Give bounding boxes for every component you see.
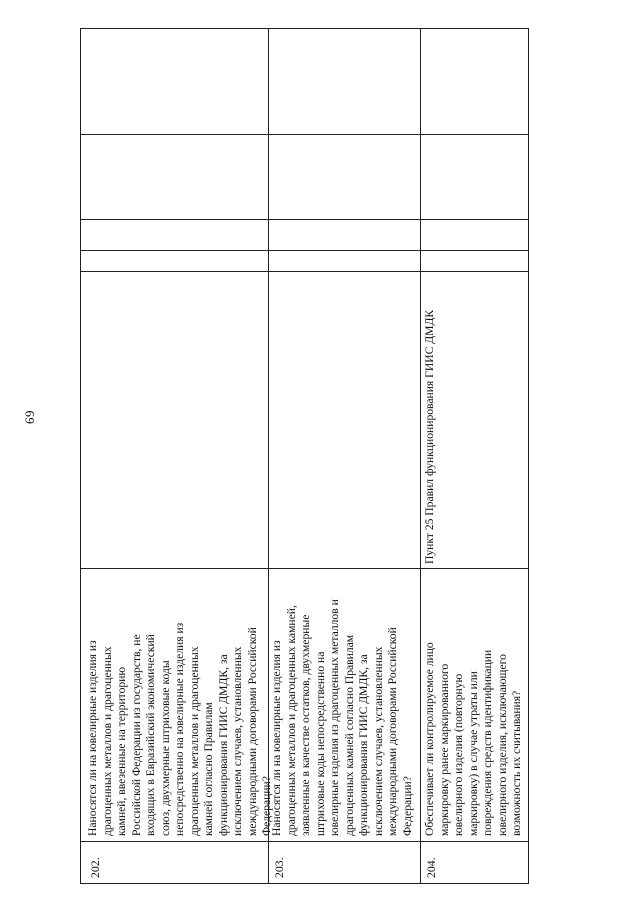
checklist-table xyxy=(80,28,529,884)
column-divider-reference xyxy=(80,271,529,272)
question-text: Наносятся ли на ювелирные изделия из драгоценных металлов и драгоценных камней, ввезенные на территорию Российской Федерации из государств, не входящих в Евразийский экономический союз, двухмерные штриховые коды непосредственно на ювелирные изделия из драгоценных металлов и драгоценных камней согласно Правилам функционирования ГИИС ДМДК, за исключением случаев, установленных международными договорами Российской Федерации? xyxy=(86,622,273,836)
table-border-top xyxy=(80,28,529,29)
column-divider-small-1 xyxy=(80,250,529,251)
column-divider-small-2 xyxy=(80,219,529,220)
table-border-left xyxy=(80,28,81,884)
column-divider-question xyxy=(80,568,529,569)
row-number: 204. xyxy=(424,857,438,878)
table-border-right xyxy=(528,28,529,884)
question-text: Наносятся ли на ювелирные изделия из драгоценных металлов и драгоценных камней, заявленные в качестве остатков, двухмерные штриховые коды непосредственно на ювелирные изделия из драгоценных металлов и драгоценных камней согласно Правилам функционирования ГИИС ДМДК, за исключением случаев, установленных международными договорами Российской Федерации? xyxy=(270,599,414,836)
table-border-bottom xyxy=(80,883,529,884)
question-text: Обеспечивает ли контролируемое лицо маркировку ранее маркированного ювелирного изделия (повторную маркировку) в случае утраты или повреждения средств идентификации ювелирного изделия, исключающего возможность их считывания? xyxy=(423,642,523,836)
row-number: 203. xyxy=(272,857,286,878)
column-divider-mid xyxy=(80,134,529,135)
row-number: 202. xyxy=(88,857,102,878)
page-number: 69 xyxy=(22,410,37,424)
reference-text: Пункт 25 Правил функционирования ГИИС ДМДК xyxy=(423,309,436,564)
column-divider-number xyxy=(80,841,529,842)
row-divider xyxy=(420,28,421,884)
